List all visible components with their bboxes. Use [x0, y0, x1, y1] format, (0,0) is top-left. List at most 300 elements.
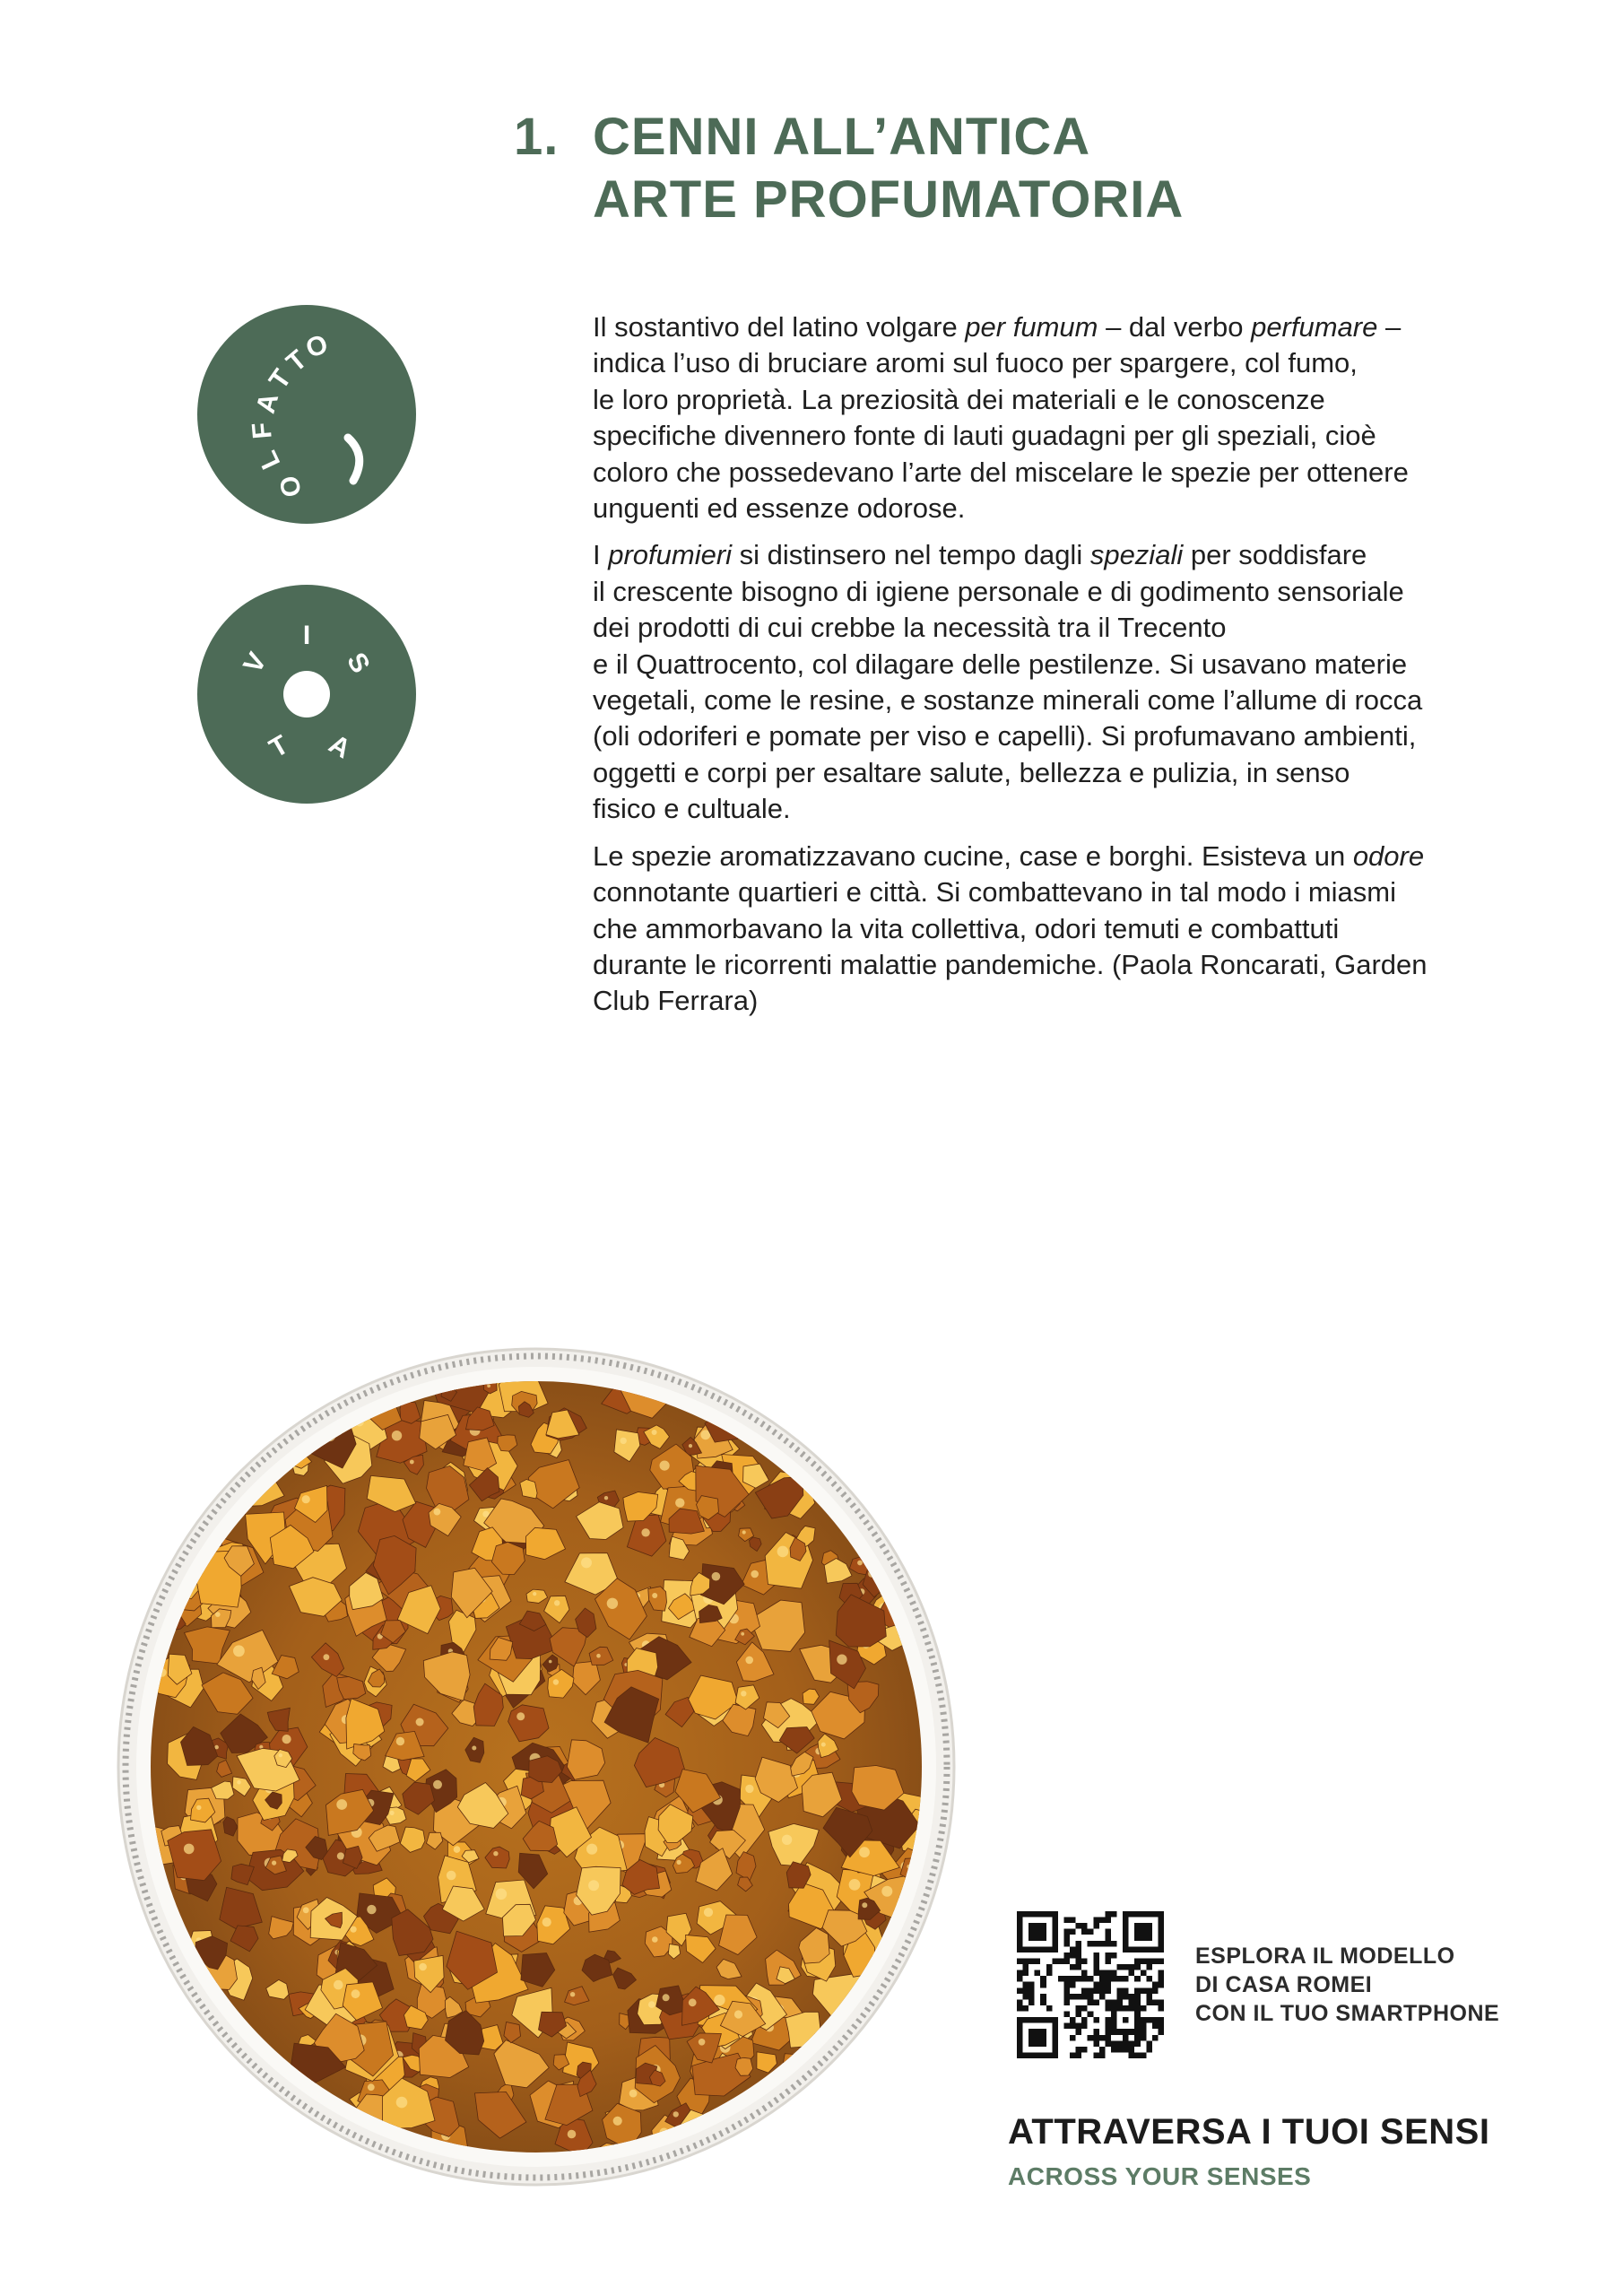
olfatto-letter: A — [250, 389, 285, 417]
resin-highlight — [549, 1660, 552, 1664]
qr-module — [1063, 1935, 1070, 1941]
resin-highlight — [419, 1963, 427, 1971]
qr-module — [1070, 1994, 1076, 2000]
qr-module — [1028, 1994, 1035, 2000]
text-line: Le spezie aromatizzavano cucine, case e borghi. Esisteva un odore — [593, 839, 1425, 872]
qr-module — [1081, 1923, 1088, 1929]
resin-highlight — [447, 1871, 456, 1881]
qr-module — [1028, 1958, 1035, 1964]
title-line-1: CENNI ALL’ANTICA — [593, 108, 1091, 166]
qr-module — [1146, 1987, 1152, 1994]
qr-module — [1023, 1958, 1029, 1964]
qr-module — [1105, 2005, 1111, 2012]
qr-module — [1146, 1958, 1152, 1964]
text-line: dei prodotti di cui crebbe la necessità tra il Trecento — [593, 612, 1227, 644]
resin-highlight — [782, 1835, 792, 1845]
qr-module — [1117, 2047, 1124, 2053]
qr-module — [1028, 2029, 1046, 2047]
qr-module — [1152, 1999, 1159, 2005]
qr-module — [1099, 1994, 1106, 2000]
qr-module — [1129, 1970, 1135, 1977]
qr-module — [1028, 1999, 1035, 2005]
qr-module — [1093, 2035, 1099, 2041]
qr-module — [1129, 2040, 1135, 2047]
qr-module — [1158, 2005, 1164, 2012]
qr-module — [1040, 1994, 1046, 2000]
qr-module — [1123, 1987, 1129, 1994]
qr-module — [1076, 1946, 1082, 1952]
qr-module — [1070, 1918, 1076, 1924]
qr-caption-line: ESPLORA IL MODELLO — [1195, 1944, 1455, 1969]
text-line: (oli odoriferi e pomate per viso e capelli). Si profumavano ambienti, — [593, 720, 1417, 752]
resin-highlight — [516, 1712, 525, 1720]
qr-module — [1063, 1976, 1070, 1982]
qr-module — [1099, 2035, 1106, 2041]
qr-module — [1093, 2017, 1099, 2023]
qr-module — [1017, 1958, 1023, 1964]
resin-highlight — [568, 2130, 577, 2139]
resin-highlight — [704, 1908, 713, 1917]
resin-highlight — [629, 2090, 638, 2098]
qr-module — [1070, 2023, 1076, 2030]
qr-module — [1146, 2017, 1152, 2023]
resin-highlight — [699, 2039, 706, 2046]
qr-module — [1063, 1987, 1070, 1994]
olfatto-badge-graphic — [197, 305, 416, 524]
qr-module — [1123, 2035, 1129, 2041]
qr-module — [1105, 1952, 1111, 1959]
qr-module — [1076, 2029, 1082, 2035]
qr-module — [1152, 1987, 1159, 1994]
vista-letter: A — [324, 728, 356, 765]
qr-module — [1111, 1999, 1117, 2005]
resin-highlight — [303, 1907, 309, 1913]
qr-module — [1063, 2023, 1070, 2030]
vista-letter: S — [341, 648, 376, 679]
resin-highlight — [745, 1657, 753, 1665]
resin-highlight — [714, 1995, 725, 2005]
text-line: coloro che possedevano l’arte del miscelare le spezie per ottenere — [593, 456, 1409, 488]
resin-highlight — [496, 1889, 508, 1900]
qr-module — [1129, 1964, 1135, 1970]
qr-code[interactable] — [1017, 1911, 1164, 2058]
resin-highlight — [586, 1844, 597, 1855]
text-line: I profumieri si distinsero nel tempo dagli speziali per soddisfare — [593, 539, 1367, 571]
qr-module — [1105, 2040, 1111, 2047]
qr-module — [1017, 1999, 1023, 2005]
qr-module — [1111, 1976, 1117, 1982]
qr-module — [1093, 1970, 1099, 1977]
qr-module — [1040, 1999, 1046, 2005]
qr-module — [1070, 1952, 1076, 1959]
qr-module — [1046, 2005, 1053, 2012]
qr-module — [1123, 1964, 1129, 1970]
qr-module — [1040, 1976, 1046, 1982]
qr-module — [1023, 1982, 1029, 1988]
qr-module — [1117, 1987, 1124, 1994]
resin-highlight — [677, 1860, 681, 1865]
qr-module — [1081, 1994, 1088, 2000]
resin-highlight — [396, 1737, 404, 1745]
qr-module — [1099, 1918, 1106, 1924]
resin-highlight — [588, 1880, 599, 1891]
qr-module — [1093, 1941, 1099, 1947]
qr-module — [1088, 1987, 1094, 1994]
qr-module — [1117, 1976, 1124, 1982]
qr-module — [1076, 2005, 1082, 2012]
resin-highlight — [652, 1936, 658, 1943]
qr-module — [1093, 1987, 1099, 1994]
resin-highlight — [857, 1561, 863, 1566]
qr-module — [1141, 2023, 1147, 2030]
vista-letter: V — [238, 648, 273, 679]
qr-module — [1129, 1994, 1135, 2000]
qr-module — [1123, 2040, 1129, 2047]
qr-module — [1099, 1970, 1106, 1977]
qr-module — [1046, 1970, 1053, 1977]
resin-highlight — [862, 1902, 867, 1908]
qr-module — [1134, 1964, 1141, 1970]
qr-module — [1117, 2040, 1124, 2047]
qr-module — [1070, 2052, 1076, 2058]
qr-module — [1017, 1987, 1023, 1994]
qr-module — [1063, 1918, 1070, 1924]
text-line: e il Quattrocento, col dilagare delle pestilenze. Si usavano materie — [593, 648, 1408, 680]
resin-highlight — [487, 1384, 490, 1387]
qr-module — [1058, 1976, 1064, 1982]
qr-module — [1105, 1911, 1111, 1918]
qr-module — [1117, 1994, 1124, 2000]
qr-module — [1134, 2040, 1141, 2047]
resin-highlight — [352, 1989, 360, 1998]
qr-module — [1111, 1941, 1117, 1947]
qr-module — [1152, 1958, 1159, 1964]
qr-module — [1063, 1929, 1070, 1935]
resin-highlight — [215, 1612, 221, 1617]
resin-highlight — [351, 1926, 357, 1933]
paragraph-1 — [593, 309, 1525, 526]
qr-module — [1105, 1929, 1111, 1935]
qr-module — [1117, 1964, 1124, 1970]
qr-module — [1070, 1946, 1076, 1952]
resin-bowl-graphic — [115, 1345, 958, 2188]
olfatto-badge — [197, 305, 416, 524]
text-line: oggetti e corpi per esaltare salute, bellezza e pulizia, in senso — [593, 756, 1350, 788]
resin-highlight — [570, 1992, 575, 1996]
qr-module — [1141, 1970, 1147, 1977]
resin-highlight — [324, 1654, 330, 1660]
qr-module — [1111, 1970, 1117, 1977]
resin-highlight — [392, 1431, 402, 1440]
text-line: Il sostantivo del latino volgare per fumum – dal verbo perfumare – — [593, 311, 1402, 343]
qr-module — [1152, 1982, 1159, 1988]
qr-module — [1129, 1999, 1135, 2005]
qr-module — [1093, 1918, 1099, 1924]
qr-module — [1146, 2040, 1152, 2047]
vista-badge-graphic — [197, 585, 416, 804]
olfatto-letter: T — [281, 344, 313, 378]
qr-module — [1141, 2035, 1147, 2041]
resin-highlight — [741, 1632, 744, 1636]
qr-code-graphic[interactable] — [1017, 1911, 1164, 2058]
resin-highlight — [821, 1743, 826, 1747]
resin-highlight — [751, 1570, 759, 1578]
qr-module — [1123, 1976, 1129, 1982]
olfatto-letter: F — [247, 421, 278, 440]
qr-module — [1081, 1970, 1088, 1977]
resin-highlight — [881, 1886, 892, 1897]
qr-module — [1117, 1999, 1124, 2005]
text-line: le loro proprietà. La preziosità dei materiali e le conoscenze — [593, 383, 1325, 415]
qr-module — [1088, 1929, 1094, 1935]
qr-module — [1035, 1958, 1041, 1964]
qr-module — [1141, 1958, 1147, 1964]
qr-module — [1111, 2047, 1117, 2053]
qr-module — [1076, 2047, 1082, 2053]
qr-module — [1134, 1994, 1141, 2000]
paragraph-2 — [593, 537, 1525, 827]
paragraph-3 — [593, 839, 1525, 1020]
qr-module — [1158, 2023, 1164, 2030]
qr-module — [1076, 1994, 1082, 2000]
qr-module — [1081, 2023, 1088, 2030]
qr-module — [1063, 1999, 1070, 2005]
qr-module — [1063, 1994, 1070, 2000]
text-line: il crescente bisogno di igiene personale e di godimento sensoriale — [593, 575, 1404, 607]
text-line: connotante quartieri e città. Si combattevano in tal modo i miasmi — [593, 876, 1397, 909]
vista-badge — [197, 585, 416, 804]
qr-module — [1081, 2047, 1088, 2053]
qr-module — [1076, 2052, 1082, 2058]
qr-module — [1081, 1958, 1088, 1964]
resin-highlight — [648, 2001, 655, 2008]
qr-module — [1088, 2035, 1094, 2041]
qr-module — [1111, 1911, 1117, 1918]
text-line: durante le ricorrenti malattie pandemiche. (Paola Roncarati, Garden — [593, 948, 1428, 980]
qr-module — [1105, 1987, 1111, 1994]
resin-highlight — [493, 1851, 498, 1856]
resin-highlight — [604, 1496, 608, 1500]
qr-module — [1146, 1994, 1152, 2000]
resin-highlight — [272, 1861, 276, 1866]
resin-highlight — [596, 1654, 601, 1658]
qr-module — [1070, 1982, 1076, 1988]
resin-highlight — [434, 1509, 441, 1516]
olfatto-letter: L — [252, 446, 287, 474]
resin-highlight — [196, 1805, 201, 1810]
qr-module — [1099, 2052, 1106, 2058]
eye-dot-icon — [283, 671, 330, 718]
resin-highlight — [433, 1780, 442, 1789]
qr-module — [1063, 1982, 1070, 1988]
resin-highlight — [859, 1847, 870, 1857]
qr-module — [1105, 1970, 1111, 1977]
resin-highlight — [675, 1498, 684, 1507]
qr-module — [1093, 2029, 1099, 2035]
olfatto-letter: O — [301, 329, 333, 365]
qr-module — [1028, 1982, 1035, 1988]
qr-module — [1076, 1952, 1082, 1959]
text-line: indica l’uso di bruciare aromi sul fuoco per spargere, col fumo, — [593, 347, 1358, 379]
resin-highlight — [553, 1679, 559, 1684]
qr-module — [1158, 2017, 1164, 2023]
text-line: specifiche divennero fonte di lauti guadagni per gli speziali, cioè — [593, 420, 1376, 452]
section-number: 1. — [514, 108, 560, 166]
qr-module — [1076, 1958, 1082, 1964]
qr-module — [1141, 2029, 1147, 2035]
qr-module — [1088, 1941, 1094, 1947]
qr-module — [1099, 1982, 1106, 1988]
qr-module — [1105, 1958, 1111, 1964]
resin-highlight — [237, 1780, 241, 1785]
qr-module — [1076, 1976, 1082, 1982]
resin-highlight — [712, 1572, 721, 1581]
qr-module — [1070, 1976, 1076, 1982]
qr-module — [1099, 1976, 1106, 1982]
qr-module — [1129, 2047, 1135, 2053]
qr-module — [1158, 1958, 1164, 1964]
resin-highlight — [689, 1998, 697, 2006]
qr-module — [1023, 1964, 1029, 1970]
resin-highlight — [837, 1655, 846, 1665]
qr-module — [1076, 2012, 1082, 2018]
qr-module — [1134, 1987, 1141, 1994]
resin-highlight — [416, 1718, 424, 1726]
resin-highlight — [741, 1691, 746, 1696]
resin-highlight — [410, 1460, 414, 1465]
resin-highlight — [337, 1852, 344, 1859]
qr-module — [1158, 2029, 1164, 2035]
qr-module — [1158, 1999, 1164, 2005]
qr-module — [1152, 2023, 1159, 2030]
qr-module — [1076, 1941, 1082, 1947]
vista-letter: T — [265, 729, 294, 764]
qr-module — [1134, 1999, 1141, 2005]
resin-highlight — [652, 1430, 657, 1435]
text-line: vegetali, come le resine, e sostanze minerali come l’allume di rocca — [593, 684, 1423, 717]
qr-module — [1105, 1935, 1111, 1941]
qr-module — [1070, 1964, 1076, 1970]
resin-highlight — [613, 2117, 622, 2126]
qr-module — [1093, 1958, 1099, 1964]
olfatto-letter: T — [263, 364, 298, 396]
qr-module — [1070, 2035, 1076, 2041]
resin-highlight — [621, 1438, 627, 1444]
qr-module — [1146, 1964, 1152, 1970]
olfatto-letter: O — [274, 473, 308, 500]
qr-module — [1093, 1999, 1099, 2005]
qr-module — [1152, 2017, 1159, 2023]
resin-highlight — [663, 1994, 670, 2001]
qr-module — [1123, 2017, 1129, 2023]
resin-highlight — [689, 1444, 692, 1448]
qr-module — [1105, 1982, 1111, 1988]
qr-module — [1099, 2047, 1106, 2053]
qr-module — [1088, 1994, 1094, 2000]
qr-module — [1063, 1958, 1070, 1964]
resin-highlight — [745, 1785, 753, 1793]
qr-module — [1099, 1941, 1106, 1947]
qr-module — [1076, 1923, 1082, 1929]
qr-module — [1105, 2017, 1111, 2023]
qr-module — [1158, 1970, 1164, 1977]
resin-highlight — [607, 1598, 618, 1609]
qr-module — [1081, 2005, 1088, 2012]
resin-highlight — [282, 1735, 291, 1744]
qr-module — [1035, 1970, 1041, 1977]
qr-module — [1017, 1976, 1023, 1982]
resin-highlight — [454, 1846, 461, 1853]
text-line: Club Ferrara) — [593, 985, 759, 1017]
qr-module — [1081, 1929, 1088, 1935]
qr-module — [1105, 2029, 1111, 2035]
qr-module — [1093, 2040, 1099, 2047]
qr-module — [1134, 1976, 1141, 1982]
resin-highlight — [279, 1753, 282, 1757]
qr-module — [1023, 1987, 1029, 1994]
qr-module — [1141, 1987, 1147, 1994]
qr-module — [1093, 2052, 1099, 2058]
qr-module — [1063, 2012, 1070, 2018]
resin-highlight — [542, 1918, 551, 1926]
resin-highlight — [336, 1799, 347, 1810]
resin-highlight — [367, 1905, 376, 1914]
qr-module — [1040, 1982, 1046, 1988]
resin-highlight — [533, 1592, 536, 1596]
qr-module — [1088, 1976, 1094, 1982]
qr-module — [1152, 2035, 1159, 2041]
vista-letter: I — [302, 620, 311, 650]
resin-highlight — [742, 1530, 746, 1534]
body-text — [593, 309, 1525, 1031]
resin-highlight — [233, 1645, 245, 1657]
qr-module — [1134, 2052, 1141, 2058]
qr-module — [1141, 2017, 1147, 2023]
qr-module — [1093, 1952, 1099, 1959]
title-line-2: ARTE PROFUMATORIA — [593, 170, 1185, 229]
qr-module — [1081, 1976, 1088, 1982]
tagline: ATTRAVERSA I TUOI SENSI — [1008, 2112, 1490, 2152]
resin-highlight — [652, 1593, 657, 1598]
qr-module — [1111, 2040, 1117, 2047]
text-line: che ammorbavano la vita collettiva, odori temuti e combattuti — [593, 912, 1340, 944]
qr-module — [1081, 2017, 1088, 2023]
resin-highlight — [849, 1879, 861, 1891]
qr-module — [1081, 1987, 1088, 1994]
resin-highlight — [554, 1600, 560, 1605]
qr-module — [1123, 1994, 1129, 2000]
qr-module — [1099, 1987, 1106, 1994]
qr-module — [1129, 2052, 1135, 2058]
qr-module — [1093, 1923, 1099, 1929]
qr-module — [1023, 1994, 1029, 2000]
qr-module — [1093, 1982, 1099, 1988]
qr-module — [1158, 1976, 1164, 1982]
resin-highlight — [777, 1546, 789, 1558]
text-line: unguenti ed essenze odorose. — [593, 492, 966, 525]
qr-module — [1052, 1958, 1058, 1964]
qr-module — [1146, 1999, 1152, 2005]
qr-module — [1141, 2052, 1147, 2058]
resin-highlight — [184, 1844, 195, 1855]
qr-module — [1023, 2005, 1029, 2012]
qr-module — [1111, 1952, 1117, 1959]
qr-module — [1046, 1964, 1053, 1970]
resin-highlight — [641, 1528, 649, 1536]
qr-module — [1058, 1958, 1064, 1964]
qr-module — [1105, 1918, 1111, 1924]
qr-module — [1088, 2012, 1094, 2018]
